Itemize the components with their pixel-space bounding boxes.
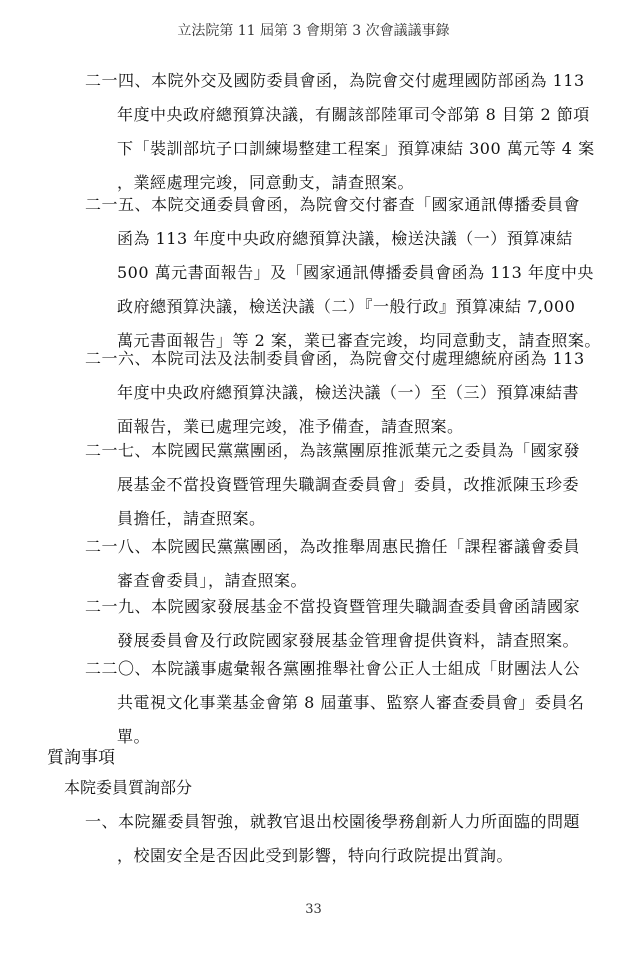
item-line: 員擔任，請查照案。 [117,509,266,528]
item-line: 一、本院羅委員智強，就教官退出校園後學務創新人力所面臨的問題 [85,812,581,831]
section-title: 質詢事項 [47,748,115,768]
item-line: 函為 113 年度中央政府總預算決議，檢送決議（一）預算凍結 [117,229,573,248]
item-line: 發展委員會及行政院國家發展基金管理會提供資料，請查照案。 [117,631,580,650]
subsection-title: 本院委員質詢部分 [64,778,193,797]
item-line: 年度中央政府總預算決議，檢送決議（一）至（三）預算凍結書 [117,383,580,402]
page-number: 33 [305,902,322,917]
item-line: ，業經處理完竣，同意動支，請查照案。 [117,173,415,192]
item-line: ，校園安全是否因此受到影響，特向行政院提出質詢。 [117,846,514,865]
item-line: 單。 [117,727,151,746]
item-line: 共電視文化事業基金會第 8 屆董事、監察人審查委員會」委員名 [117,693,585,712]
item-line: 500 萬元書面報告」及「國家通訊傳播委員會函為 113 年度中央 [117,263,594,282]
item-line: 年度中央政府總預算決議，有關該部陸軍司令部第 8 目第 2 節項 [117,105,590,124]
item-line: 面報告，業已處理完竣，准予備查，請查照案。 [117,417,464,436]
item-line: 萬元書面報告」等 2 案，業已審查完竣，均同意動支，請查照案。 [117,331,601,350]
item-line: 二一七、本院國民黨黨團函，為該黨團原推派葉元之委員為「國家發 [85,441,581,460]
item-line: 展基金不當投資暨管理失職調查委員會」委員，改推派陳玉珍委 [117,475,580,494]
item-line: 二一六、本院司法及法制委員會函，為院會交付處理總統府函為 113 [85,349,585,368]
item-line: 政府總預算決議，檢送決議（二）『一般行政』預算凍結 7,000 [117,297,576,316]
item-line: 二一四、本院外交及國防委員會函，為院會交付處理國防部函為 113 [85,71,585,90]
item-line: 二二〇、本院議事處彙報各黨團推舉社會公正人士組成「財團法人公 [85,659,581,678]
item-line: 二一五、本院交通委員會函，為院會交付審查「國家通訊傳播委員會 [85,195,581,214]
item-line: 下「裝訓部坑子口訓練場整建工程案」預算凍結 300 萬元等 4 案 [117,139,595,158]
item-line: 二一九、本院國家發展基金不當投資暨管理失職調查委員會函請國家 [85,597,581,616]
item-line: 二一八、本院國民黨黨團函，為改推舉周惠民擔任「課程審議會委員 [85,537,581,556]
page-header: 立法院第 11 屆第 3 會期第 3 次會議議事錄 [177,23,450,39]
item-line: 審查會委員」，請查照案。 [117,571,308,590]
